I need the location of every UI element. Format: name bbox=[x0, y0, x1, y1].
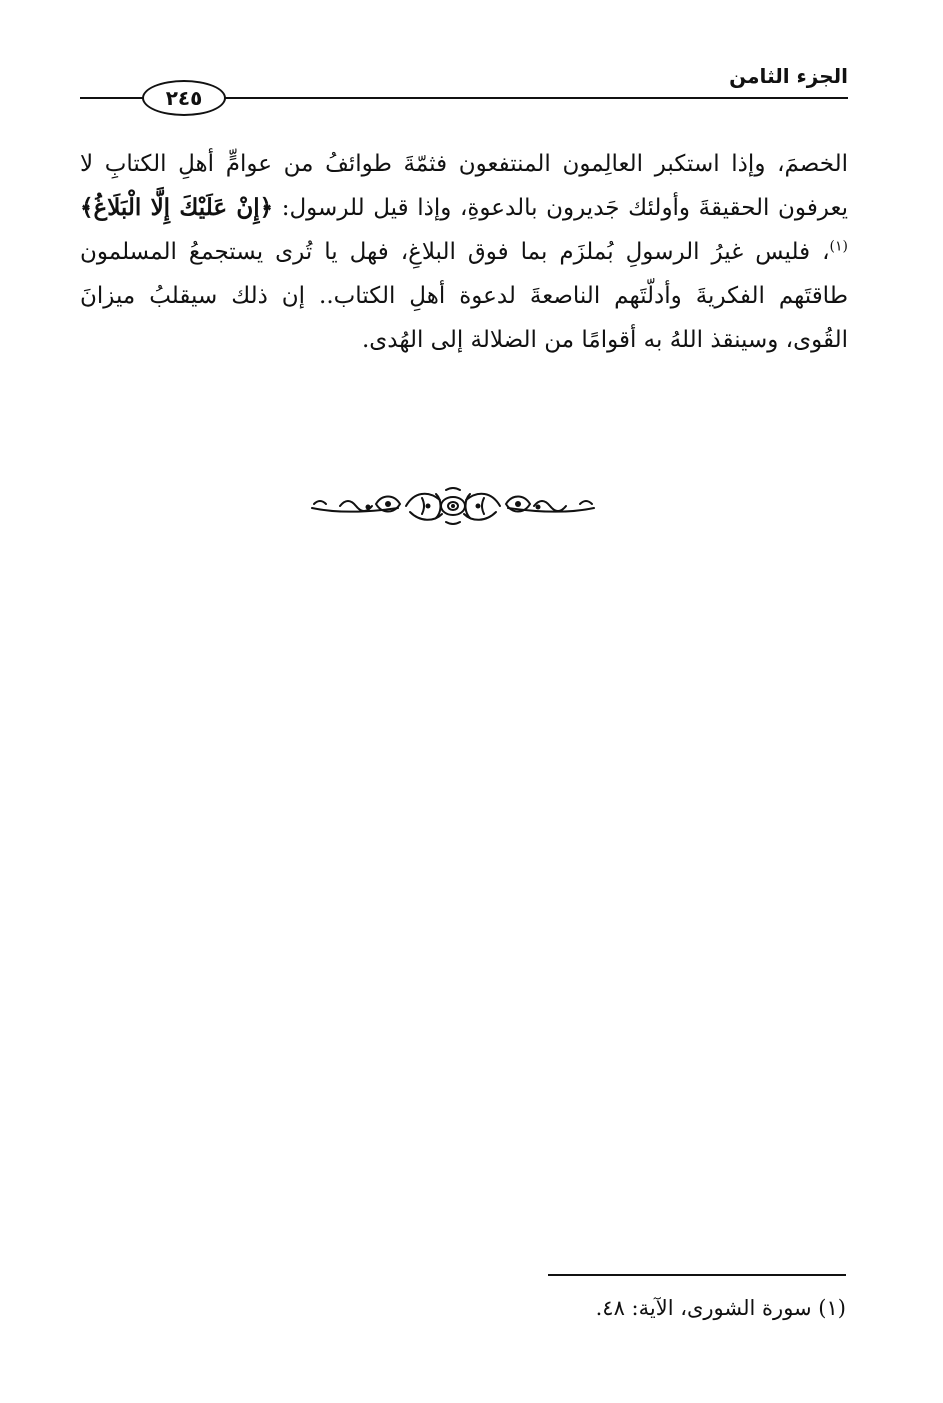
main-text bbox=[80, 142, 848, 362]
page-header bbox=[80, 58, 848, 118]
page-number: ٢٤٥ bbox=[142, 80, 226, 116]
quran-quote: ﴿إِنْ عَلَيْكَ إِلَّا الْبَلَاغُ﴾ bbox=[80, 194, 274, 221]
body-text-after-quote: ، فليس غيرُ الرسولِ بُملزَم بما فوق البلاغِ، فهل يا تُرى يستجمعُ المسلمون طاقتَهم الفكريةَ وأدلّتَهم الناصعةَ لدعوة أهلِ الكتاب.. إن ذلك سيقلبُ ميزانَ القُوى، وسينقذ اللهُ به أقوامًا من الضلالة إلى الهُدى. bbox=[80, 239, 848, 353]
running-header-title: الجزء الثامن bbox=[729, 64, 848, 88]
footnote-reference: (١) bbox=[829, 238, 848, 255]
body-text-before-quote: الخصمَ، وإذا استكبر العالِمون المنتفعون فثمّةَ طوائفُ من عوامٍّ أهلِ الكتابِ لا يعرفون الحقيقةَ وأولئك جَديرون بالدعوةِ، وإذا قيل للرسول: bbox=[80, 151, 848, 221]
footnote: (١) سورة الشورى، الآية: ٤٨. bbox=[595, 1296, 846, 1320]
body-paragraph bbox=[80, 142, 848, 362]
floral-divider-ornament-icon bbox=[310, 486, 596, 526]
footnote-separator bbox=[548, 1274, 846, 1276]
